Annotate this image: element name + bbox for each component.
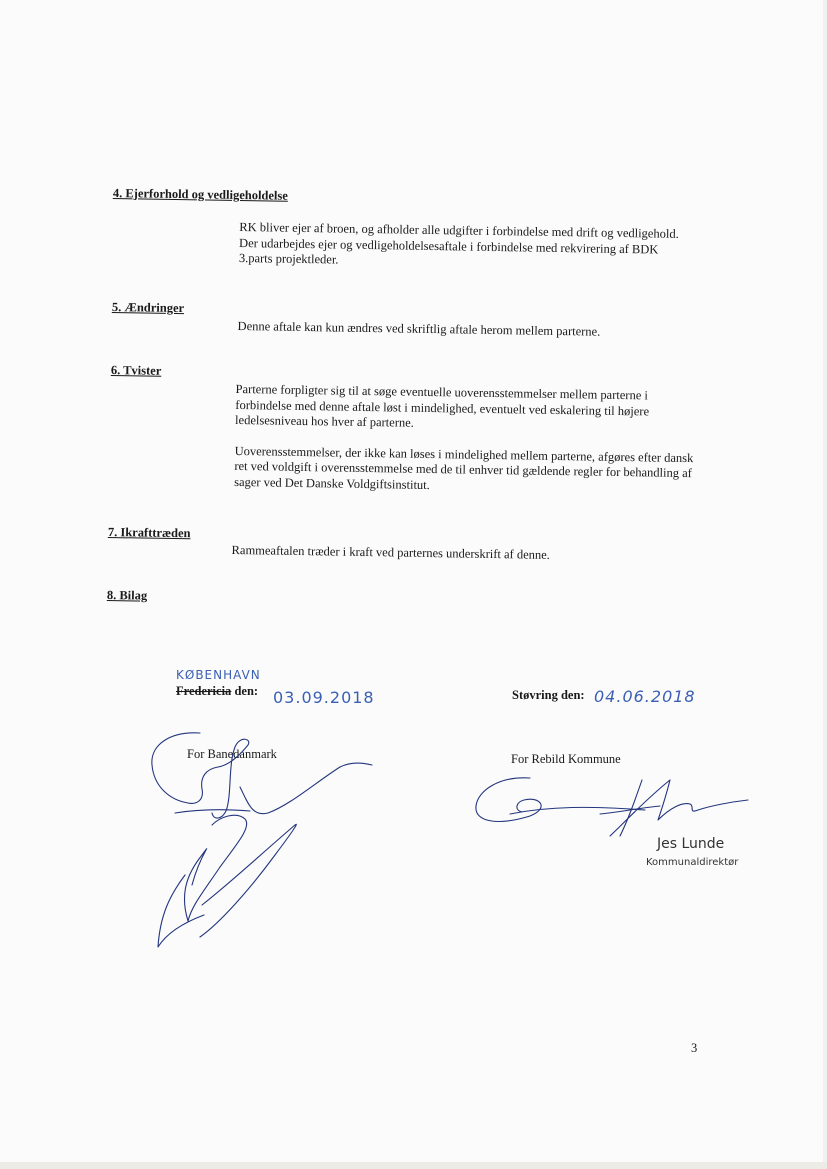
paragraph: Denne aftale kan kun ændres ved skriftlig aftale herom mellem parterne.: [237, 318, 601, 339]
section-heading: 8. Bilag: [106, 588, 148, 603]
handwritten-city: KØBENHAVN: [176, 668, 261, 682]
scan-right-edge: [823, 0, 827, 1169]
section-heading: 5. Ændringer: [111, 300, 185, 316]
scan-bottom-edge: [0, 1162, 827, 1169]
for-rebild-kommune-label: For Rebild Kommune: [511, 752, 621, 766]
section-6: [110, 363, 694, 492]
section-8: [107, 588, 148, 604]
handwritten-date-right: 04.06.2018: [594, 687, 696, 706]
section-heading: 6. Tvister: [110, 363, 162, 378]
signature-place-left: [176, 684, 258, 700]
paragraph: Der udarbejdes ejer og vedligeholdelsesaftale i forbindelse med rekvirering af BDK 3.parts projektleder.: [238, 235, 659, 267]
section-heading: 4. Ejerforhold og vedligeholdelse: [112, 186, 288, 203]
section-body: [234, 382, 706, 497]
signature-place-right: Støvring den:: [512, 688, 585, 702]
paragraph: Rammeaftalen træder i kraft ved parternes underskrift af denne.: [231, 542, 550, 562]
handwritten-date-left: 03.09.2018: [273, 688, 375, 707]
for-banedanmark-label: For Banedanmark: [187, 747, 277, 761]
den-label: den:: [234, 684, 259, 698]
signature-banedanmark: [140, 725, 380, 960]
stamp-title: Kommunaldirektør: [646, 857, 739, 868]
section-7: [107, 525, 550, 562]
section-5: [111, 300, 601, 339]
section-body: [237, 319, 707, 342]
paragraph: Parterne forpligter sig til at søge eventuelle uoverensstemmelser mellem parterne i forbindelse med denne aftale løst i mindelighed, eventuelt ved eskalering til højere ledelsesniveau hos hver af parterne.: [235, 381, 650, 430]
section-heading: 7. Ikrafttræden: [107, 525, 191, 541]
section-4: [112, 186, 679, 267]
section-body: [239, 220, 690, 274]
paragraph: Uoverensstemmelser, der ikke kan løses i mindelighed mellem parterne, afgøres efter dansk ret ved voldgift i overensstemmelse med de til enhver tid gældende regler for behandling af sager ved Det Danske Voldgiftsinstitut.: [234, 443, 694, 492]
paragraph: RK bliver ejer af broen, og afholder alle udgifter i forbindelse med drift og vedligehold.: [239, 219, 679, 241]
printed-city-struck: Fredericia: [176, 684, 232, 698]
page-number: 3: [691, 1041, 698, 1055]
section-body: [231, 543, 701, 566]
stamp-name: Jes Lunde: [657, 836, 725, 852]
